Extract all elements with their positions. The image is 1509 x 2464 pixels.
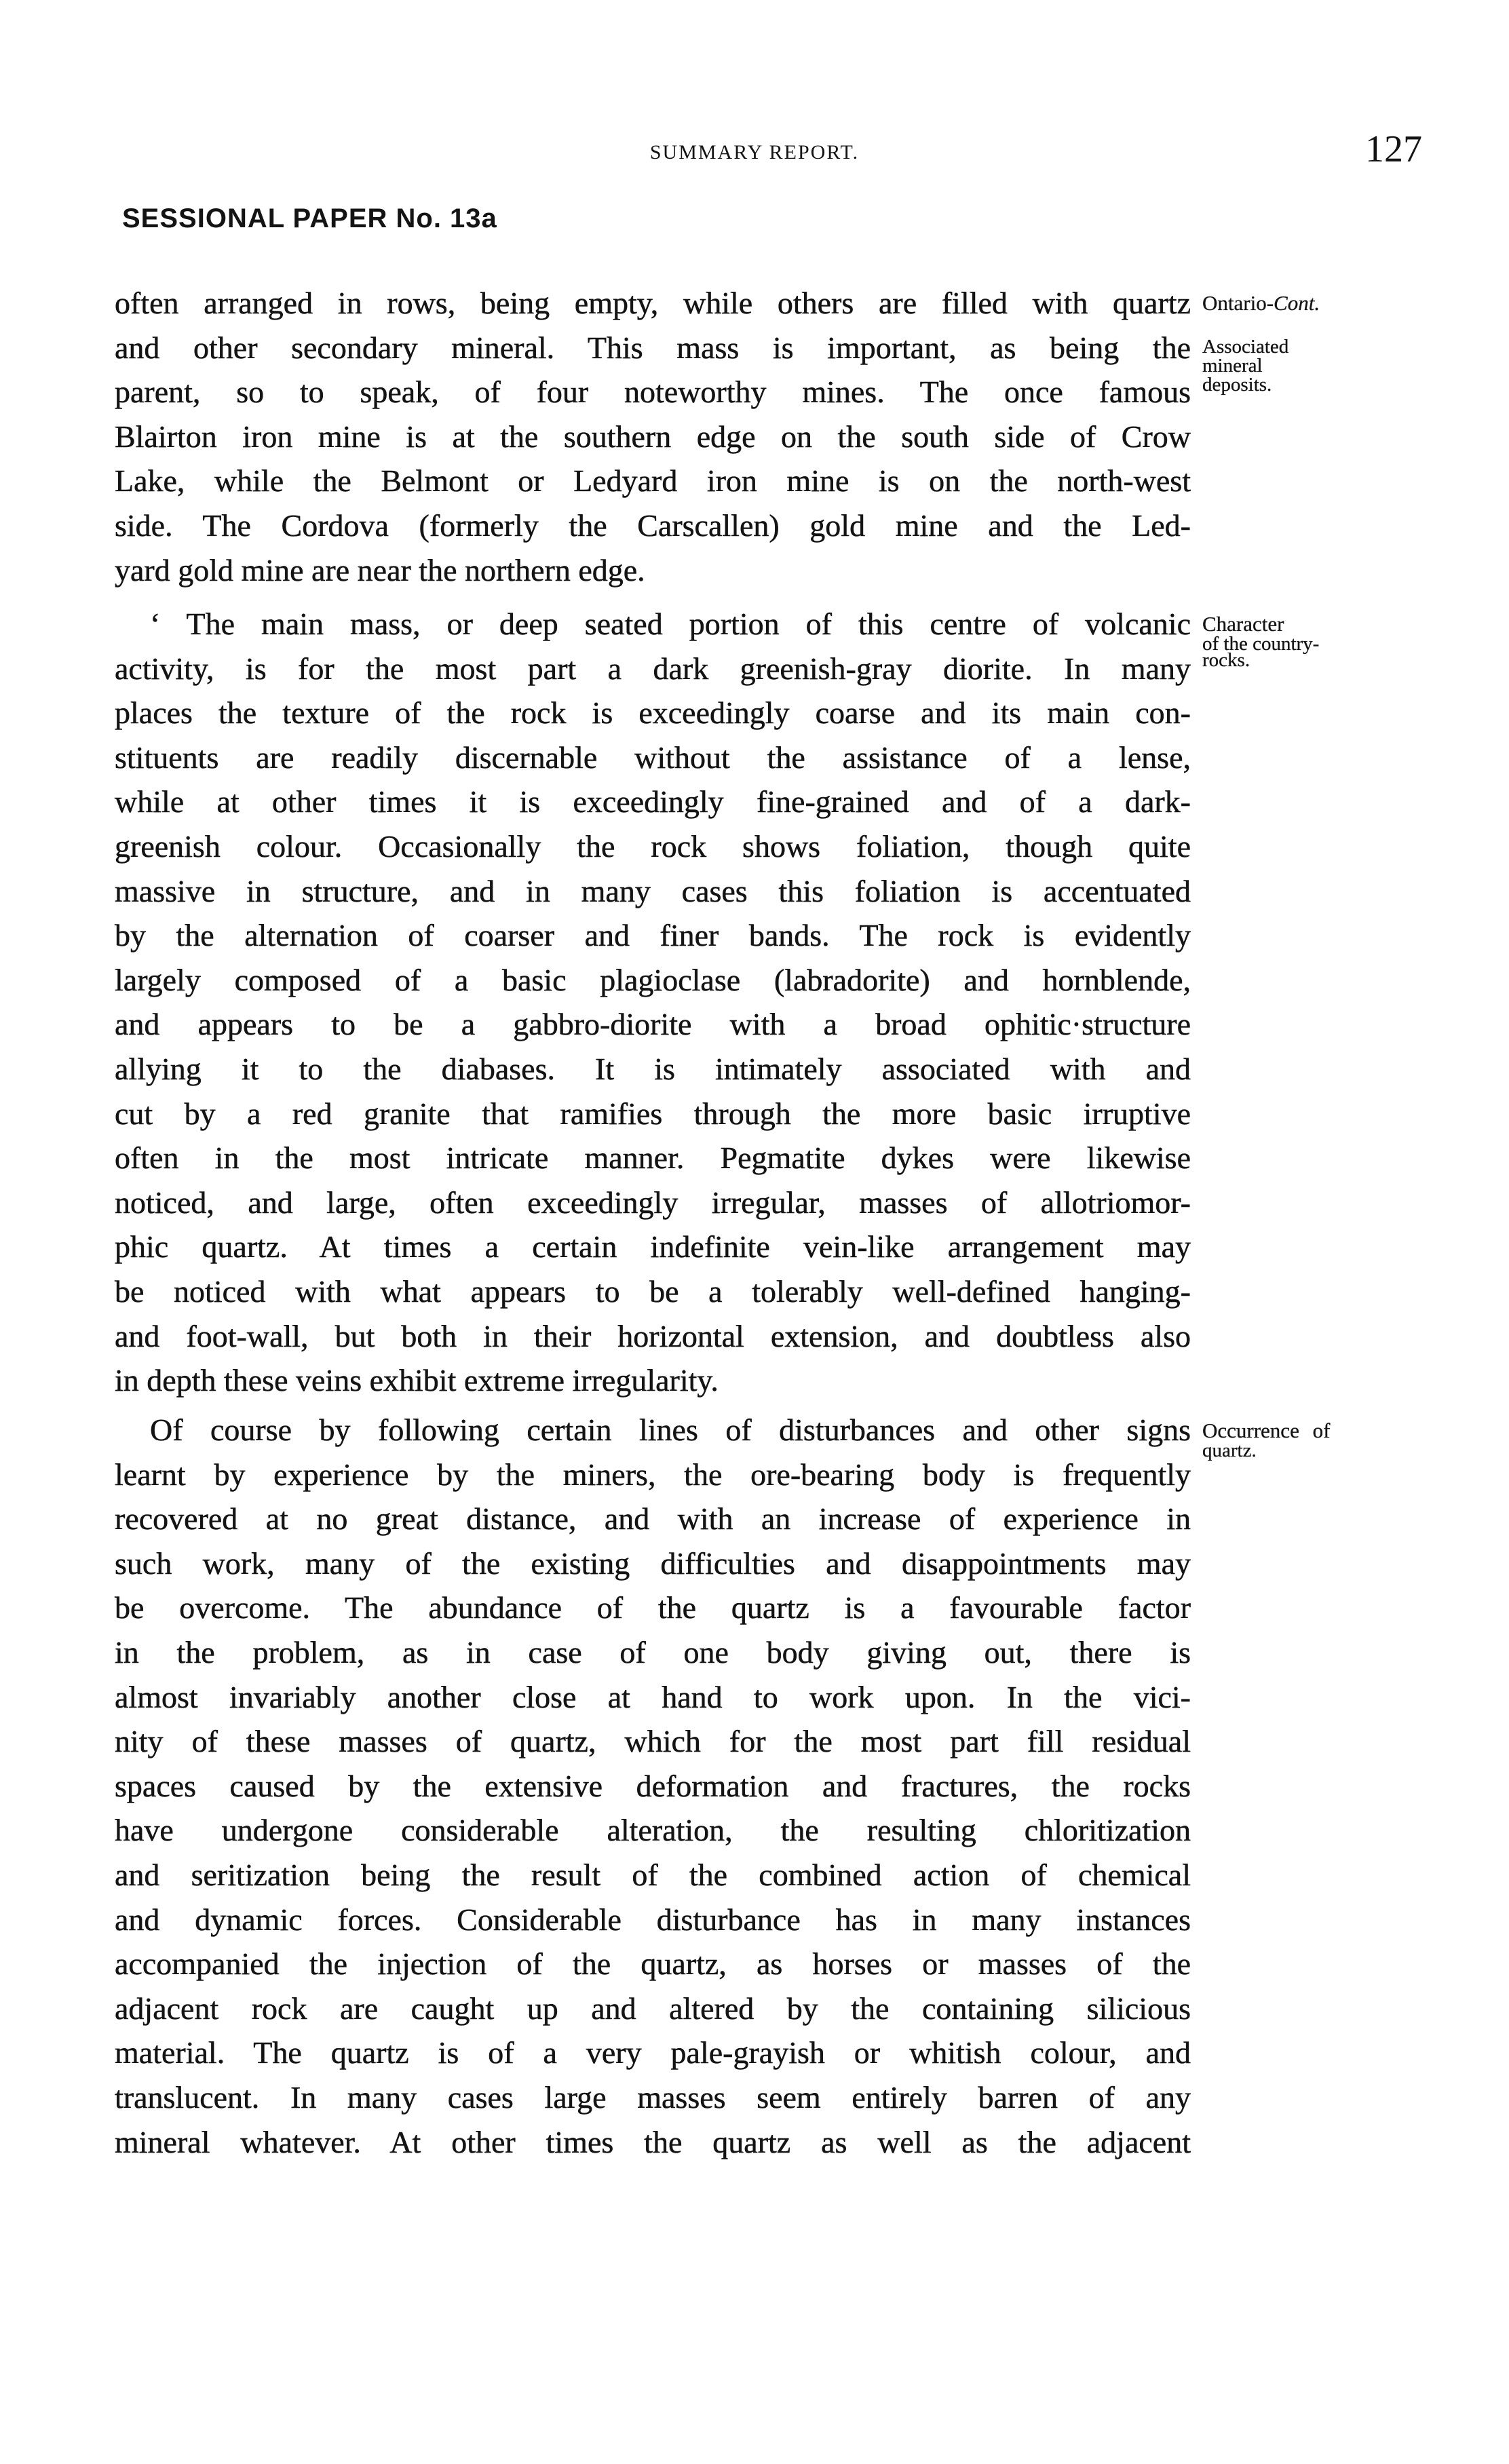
page-number: 127	[1365, 128, 1422, 170]
paragraph-1	[115, 281, 1191, 592]
text-line: and foot-wall, but both in their horizontal extension, and doubtless also	[115, 1318, 1191, 1353]
text-line: in depth these veins exhibit extreme irregularity.	[115, 1363, 719, 1398]
text-line: allying it to the diabases. It is intimately associated with and	[115, 1051, 1191, 1086]
text-line: places the texture of the rock is exceedingly coarse and its main con-	[115, 695, 1191, 731]
text-line: while at other times it is exceedingly fine-grained and of a dark-	[115, 784, 1191, 820]
text-line: often in the most intricate manner. Pegmatite dykes were likewise	[115, 1140, 1191, 1176]
text-line: recovered at no great distance, and with an increase of experience in	[115, 1501, 1191, 1537]
text-line: activity, is for the most part a dark greenish-gray diorite. In many	[115, 651, 1191, 686]
text-line: yard gold mine are near the northern edge.	[115, 552, 645, 588]
text-line: Of course by following certain lines of disturbances and other signs	[150, 1412, 1191, 1447]
margin-note-line: of the country-	[1202, 633, 1320, 655]
text-line: and seritization being the result of the combined action of chemical	[115, 1857, 1191, 1892]
margin-note-associated-deposits	[1202, 337, 1288, 394]
sessional-paper-label: SESSIONAL PAPER No. 13a	[122, 204, 497, 233]
text-line: in the problem, as in case of one body giving out, there is	[115, 1634, 1191, 1670]
text-line: be overcome. The abundance of the quartz is a favourable factor	[115, 1590, 1191, 1625]
text-line: adjacent rock are caught up and altered by the containing silicious	[115, 1990, 1191, 2026]
text-line: translucent. In many cases large masses seem entirely barren of any	[115, 2079, 1191, 2115]
margin-note-line: Associated	[1202, 336, 1289, 358]
margin-note-line: rocks.	[1202, 649, 1250, 671]
text-line: learnt by experience by the miners, the ore-bearing body is frequently	[115, 1457, 1191, 1492]
text-line: cut by a red granite that ramifies through the more basic irruptive	[115, 1096, 1191, 1131]
text-line: phic quartz. At times a certain indefinite vein-like arrangement may	[115, 1229, 1191, 1265]
text-line: Blairton iron mine is at the southern edge on the south side of Crow	[115, 419, 1191, 454]
margin-note-text: Ontario-	[1202, 291, 1274, 315]
text-line: side. The Cordova (formerly the Carscallen) gold mine and the Led-	[115, 507, 1191, 543]
margin-note-line: quartz.	[1202, 1440, 1257, 1461]
margin-note-italic: Cont.	[1274, 291, 1320, 315]
text-line: spaces caused by the extensive deformation and fractures, the rocks	[115, 1768, 1191, 1803]
text-line: greenish colour. Occasionally the rock shows foliation, though quite	[115, 828, 1191, 864]
running-head: SUMMARY REPORT.	[649, 141, 860, 163]
margin-note-line: Occurrence of	[1202, 1419, 1331, 1442]
text-line: stituents are readily discernable without the assistance of a lense,	[115, 739, 1191, 775]
text-line: noticed, and large, often exceedingly irregular, masses of allotriomor-	[115, 1185, 1191, 1220]
margin-note-line: deposits.	[1202, 374, 1272, 396]
text-line: ‘ The main mass, or deep seated portion of this centre of volcanic	[150, 607, 1191, 641]
margin-note-line: Character	[1202, 612, 1284, 636]
text-line: nity of these masses of quartz, which for the most part fill residual	[115, 1724, 1191, 1759]
margin-note-line: mineral	[1202, 355, 1263, 377]
text-line: parent, so to speak, of four noteworthy mines. The once famous	[115, 374, 1191, 410]
text-line: and dynamic forces. Considerable disturbance has in many instances	[115, 1902, 1191, 1937]
text-line: have undergone considerable alteration, the resulting chloritization	[115, 1813, 1191, 1848]
margin-note-occurrence	[1202, 1420, 1330, 1460]
paragraph-3	[115, 1408, 1191, 2164]
text-line: such work, many of the existing difficulties and disappointments may	[115, 1545, 1191, 1581]
paragraph-2	[115, 602, 1191, 1403]
text-line: and appears to be a gabbro-diorite with a broad ophitic·structure	[115, 1007, 1191, 1042]
text-line: material. The quartz is of a very pale-grayish or whitish colour, and	[115, 2035, 1191, 2071]
margin-note-ontario	[1202, 292, 1320, 313]
text-line: massive in structure, and in many cases this foliation is accentuated	[115, 873, 1191, 908]
text-line: largely composed of a basic plagioclase (labradorite) and hornblende,	[115, 962, 1191, 997]
margin-note-character	[1202, 613, 1319, 670]
text-line: often arranged in rows, being empty, while others are filled with quartz	[115, 286, 1191, 320]
text-line: Lake, while the Belmont or Ledyard iron mine is on the north-west	[115, 463, 1191, 499]
text-line: accompanied the injection of the quartz, as horses or masses of the	[115, 1946, 1191, 1982]
text-line: mineral whatever. At other times the quartz as well as the adjacent	[115, 2124, 1191, 2159]
text-line: and other secondary mineral. This mass is important, as being the	[115, 330, 1191, 365]
text-line: almost invariably another close at hand to work upon. In the vici-	[115, 1679, 1191, 1714]
text-line: by the alternation of coarser and finer bands. The rock is evidently	[115, 918, 1191, 953]
text-line: be noticed with what appears to be a tolerably well-defined hanging-	[115, 1273, 1191, 1309]
